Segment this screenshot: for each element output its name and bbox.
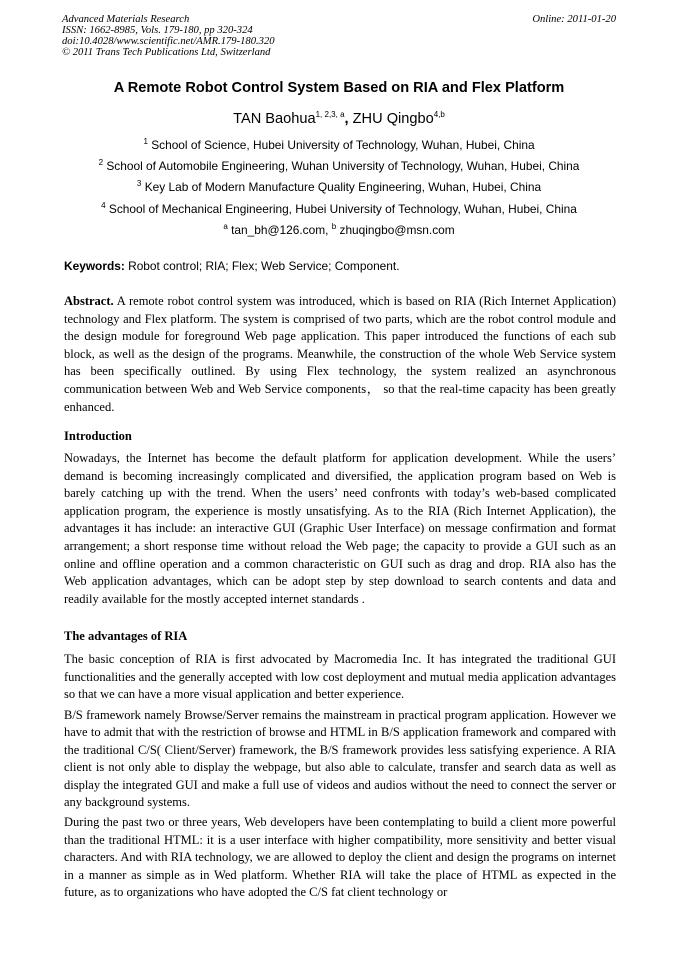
keywords: [64, 259, 400, 273]
copyright-line: © 2011 Trans Tech Publications Ltd, Switzerland: [62, 47, 271, 58]
paper-title: A Remote Robot Control System Based on RIA and Flex Platform: [113, 80, 565, 96]
author-affil-sup: 4,b: [433, 110, 445, 120]
author-name: TAN Baohua: [233, 111, 316, 127]
issn-line: ISSN: 1662-8985, Vols. 179-180, pp 320-324: [62, 25, 253, 36]
affiliation-1: [0, 138, 678, 152]
keywords-label: Keywords:: [64, 259, 125, 273]
email-sup: b: [331, 222, 337, 232]
email-link[interactable]: zhuqingbo@msn.com: [339, 223, 455, 237]
abstract-text: A remote robot control system was introduced, which is based on RIA (Rich Internet Application) technology and Flex platform. The system is comprised of two parts, which are the robot control module and the design module for foreground Web page application. This paper introduced the functions of each sub block, as well as the design of the programs. Meanwhile, the construction of the whole Web Service system has been specifically outlined. By using Flex technology, the system realized an asynchronous communication between Web and Web Service components， so that the real-time capacity has been greatly enhanced.: [64, 294, 616, 414]
advantages-paragraph-2: B/S framework namely Browse/Server remains the mainstream in practical program application. However we have to admit that with the restriction of browse and HTML in B/S application framework and compared with the traditional C/S( Client/Server) framework, the B/S framework provides less satisfying experience. A RIA client is not only able to display the webpage, but also able to calculate, transfer and search data as well as display the integrated GUI and make a full use of videos and audios without the need to connect the server or any background systems.: [64, 708, 616, 810]
affil-sup: 3: [136, 179, 142, 189]
journal-name: Advanced Materials Research: [62, 14, 190, 25]
affil-text: School of Science, Hubei University of Technology, Wuhan, Hubei, China: [151, 138, 535, 152]
email-link[interactable]: tan_bh@126.com: [231, 223, 326, 237]
advantages-paragraph-1: The basic conception of RIA is first advocated by Macromedia Inc. It has integrated the traditional GUI functionalities and the generally accepted with low cost deployment and mutual media application advantages so that we can have a more visual application and better experience.: [64, 652, 616, 702]
author-name: ZHU Qingbo: [352, 111, 434, 127]
affiliation-2: [0, 159, 678, 173]
affiliation-4: [0, 202, 678, 216]
affil-text: School of Automobile Engineering, Wuhan University of Technology, Wuhan, Hubei, China: [106, 159, 580, 173]
online-date: Online: 2011-01-20: [532, 14, 616, 25]
advantages-paragraph-3: During the past two or three years, Web developers have been contemplating to build a client more powerful than the traditional HTML: it is a user interface with higher compatibility, more sensitivity and better visual characters. And with RIA technology, we are allowed to deploy the client and design the programs on internet in a manner as simple as in Wed platform. Whether RIA will take the place of HTML as expected in the future, as to organizations who have adopted the C/S fat client technology or: [64, 815, 616, 900]
keywords-text: Robot control; RIA; Flex; Web Service; Component.: [128, 259, 400, 273]
section-heading-introduction: Introduction: [64, 429, 132, 443]
affil-sup: 1: [143, 137, 148, 147]
affiliation-3: [0, 180, 678, 194]
author-affil-sup: 1, 2,3, a: [315, 110, 345, 120]
abstract: [64, 293, 616, 416]
affil-text: Key Lab of Modern Manufacture Quality Engineering, Wuhan, Hubei, China: [144, 180, 542, 194]
abstract-label: Abstract.: [64, 294, 114, 308]
doi-line: doi:10.4028/www.scientific.net/AMR.179-180.320: [62, 36, 275, 47]
email-line: $^a$ tan_bh@126.com, $^b$ zhuqingbo@msn.com: [223, 222, 455, 237]
journal-header: [62, 14, 618, 58]
email-sup: a: [223, 222, 228, 232]
section-heading-advantages: The advantages of RIA: [64, 629, 188, 643]
intro-paragraph: Nowadays, the Internet has become the default platform for application development. While the users’ demand is becoming increasingly complicated and diversified, the application program based on Web is barely catching up with the trend. When the users’ need confronts with today’s web-based complicated application program, the experience is mostly unsatisfying. As to the RIA (Rich Internet Application), the advantages it has include: an interactive GUI (Graphic User Interface) on message confirmation and format arrangement; a short response time without reload the Web page; the capacity to provide a GUI such as an online and offline operation and a common characteristic on GUI such as drag and drop. RIA also has the Web application advantages, which can be adopt step by step download to search contents and data and readily available for the mostly accepted internet standards .: [64, 451, 616, 606]
affil-text: School of Mechanical Engineering, Hubei University of Technology, Wuhan, Hubei, China: [108, 202, 577, 216]
author-line: [0, 111, 678, 127]
affil-sup: 4: [101, 201, 106, 211]
author-separator: ,: [344, 111, 353, 127]
affil-sup: 2: [98, 158, 104, 168]
